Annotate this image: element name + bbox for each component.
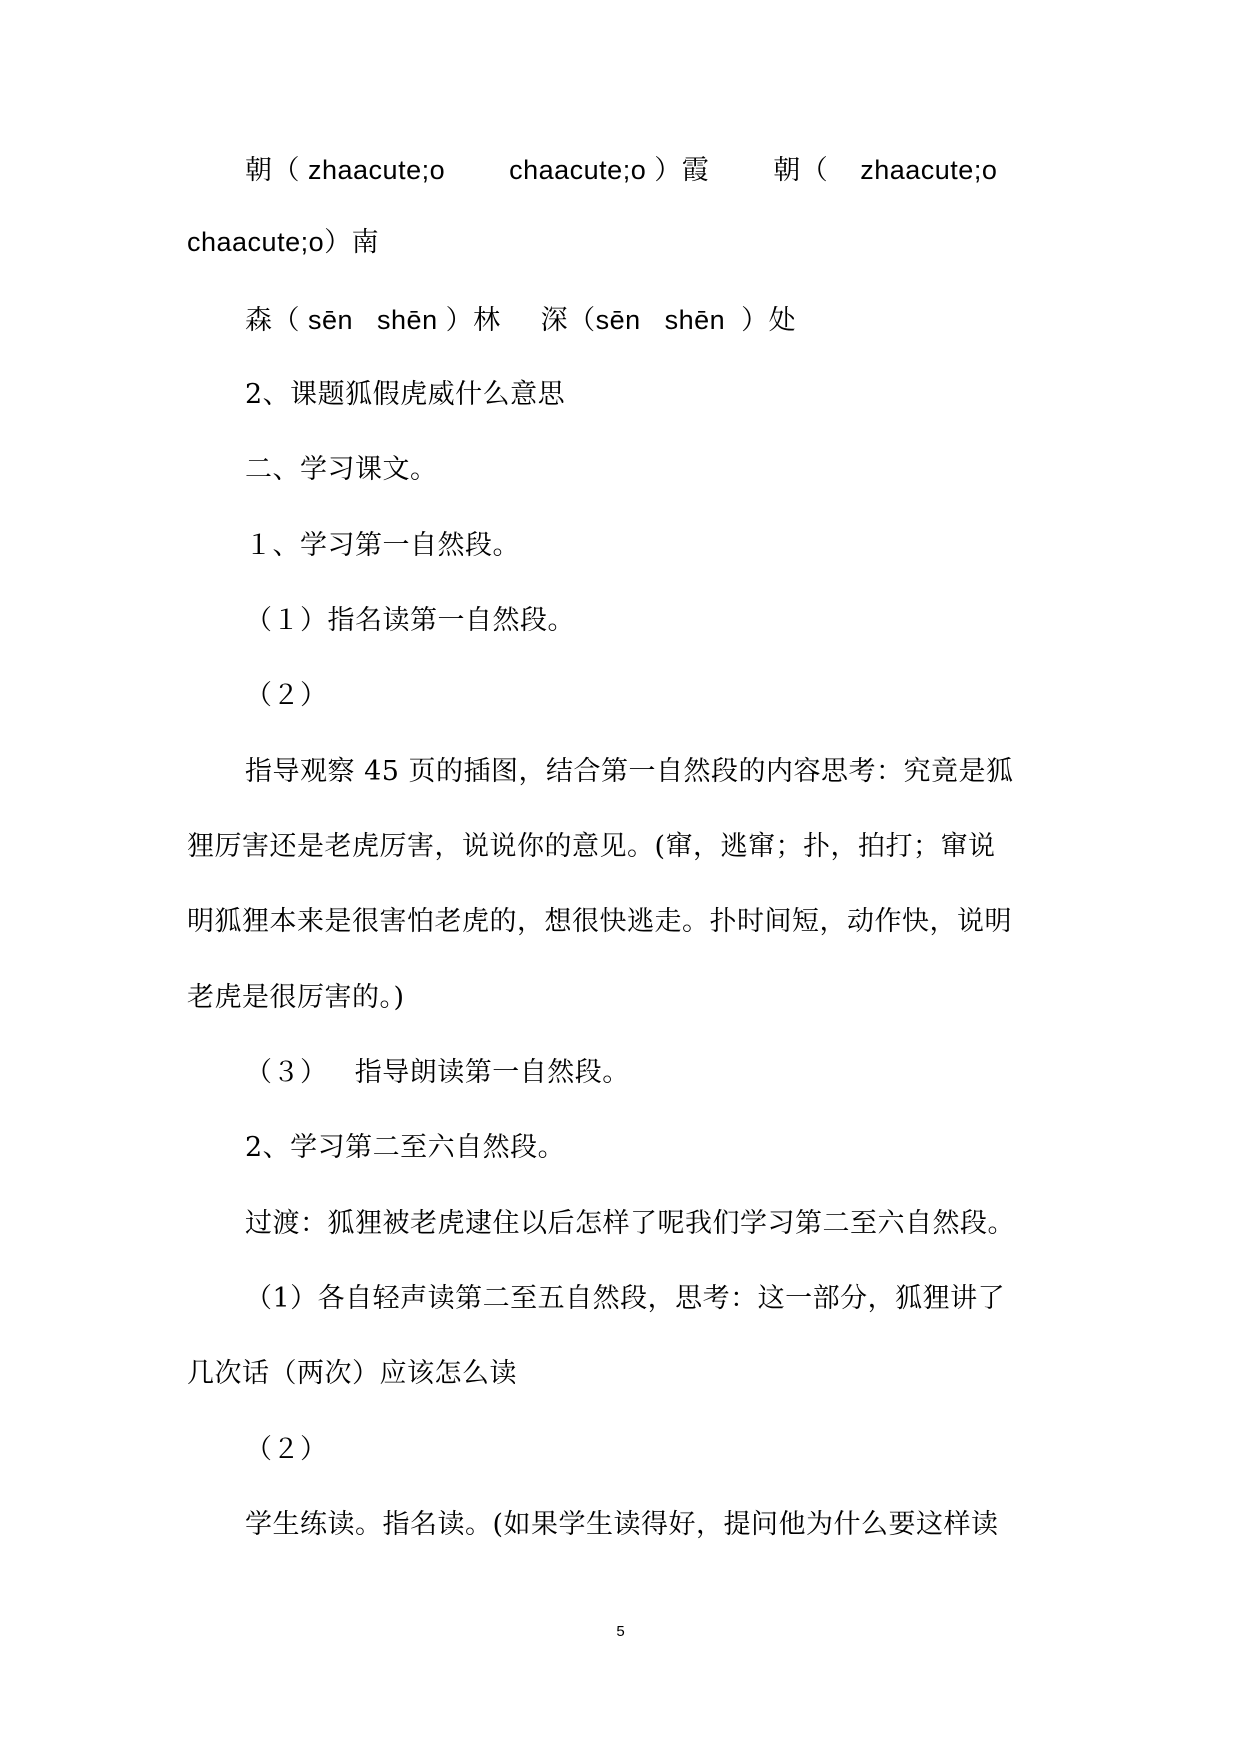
- text-line: 学生练读。指名读。(如果学生读得好，提问他为什么要这样读: [245, 1509, 999, 1540]
- page-number: 5: [616, 1623, 625, 1640]
- text-line: 指导观察 45 页的插图，结合第一自然段的内容思考：究竟是狐: [245, 756, 1014, 787]
- text-line: 几次话（两次）应该怎么读: [187, 1358, 517, 1389]
- text-line: 明狐狸本来是很害怕老虎的，想很快逃走。扑时间短，动作快，说明: [187, 906, 1012, 937]
- text-line: 朝（ zhaacute;o chaacute;o ）霞 朝（ zhaacute;o: [245, 155, 998, 185]
- text-line: 老虎是很厉害的。): [187, 982, 405, 1013]
- text-line: 2、课题狐假虎威什么意思: [245, 379, 566, 410]
- text-line: 狸厉害还是老虎厉害，说说你的意见。(窜，逃窜；扑，拍打；窜说: [187, 831, 996, 862]
- text-line: 森（ sēn shēn ）林 深（sēn shēn ）处: [245, 305, 797, 335]
- text-line: （２）: [245, 680, 328, 711]
- text-line: （1）各自轻声读第二至五自然段，思考：这一部分，狐狸讲了: [245, 1283, 1006, 1314]
- text-line: chaacute;o）南: [187, 227, 380, 257]
- text-line: （３） 指导朗读第一自然段。: [245, 1057, 630, 1088]
- subsection-heading: １、学习第一自然段。: [245, 530, 520, 561]
- text-line: （２）: [245, 1434, 328, 1465]
- text-line: 过渡：狐狸被老虎逮住以后怎样了呢我们学习第二至六自然段。: [245, 1208, 1015, 1239]
- section-heading: 二、学习课文。: [245, 454, 438, 485]
- text-line: （１）指名读第一自然段。: [245, 605, 575, 636]
- subsection-heading: 2、学习第二至六自然段。: [245, 1132, 566, 1163]
